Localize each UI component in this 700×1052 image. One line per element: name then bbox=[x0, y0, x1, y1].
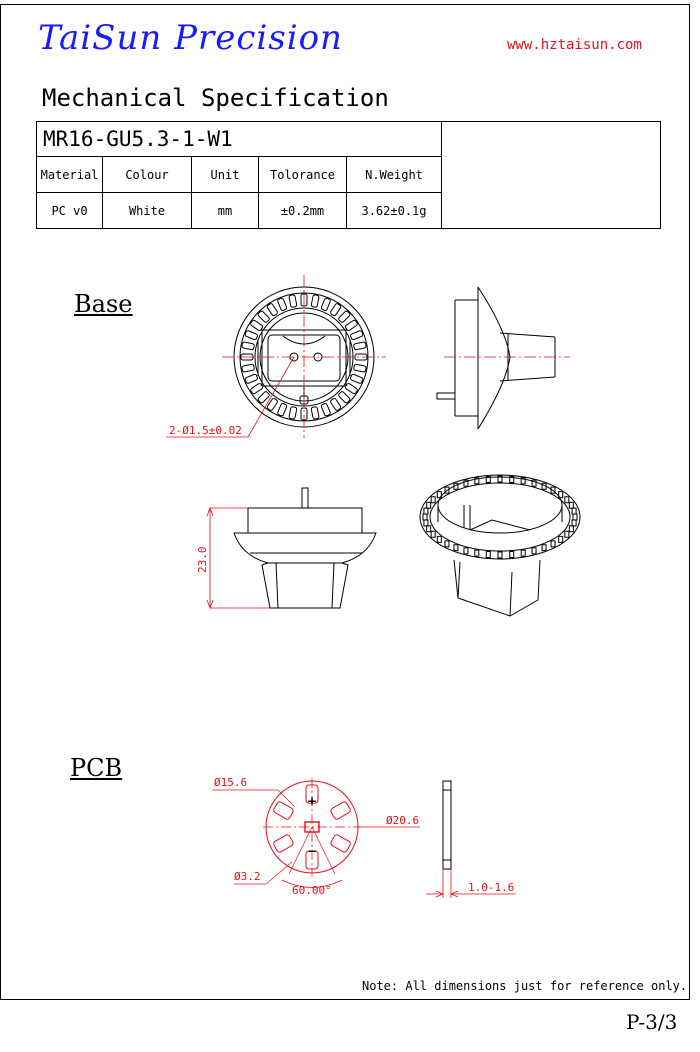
iso-tooth bbox=[475, 550, 479, 556]
iso-tooth bbox=[427, 502, 431, 508]
base-tooth bbox=[267, 398, 279, 411]
pcb-pad bbox=[330, 834, 352, 853]
pcb-pad bbox=[273, 834, 295, 853]
material-value: PC v0 bbox=[37, 193, 103, 229]
base-tooth bbox=[311, 295, 319, 308]
iso-tooth bbox=[542, 545, 546, 551]
iso-tooth bbox=[486, 552, 490, 558]
base-tooth bbox=[321, 403, 331, 416]
pcb-inner-dimension: Ø15.6 bbox=[214, 776, 248, 789]
base-tooth bbox=[311, 406, 319, 419]
footer-note: Note: All dimensions just for reference only. bbox=[362, 979, 688, 993]
pcb-side-view bbox=[443, 781, 451, 869]
base-tooth bbox=[277, 298, 287, 311]
base-isometric-view bbox=[420, 475, 580, 616]
iso-tooth bbox=[551, 541, 555, 547]
page-number: P-3/3 bbox=[626, 1010, 678, 1034]
iso-tooth bbox=[498, 552, 502, 558]
base-tooth bbox=[250, 383, 263, 395]
pcb-pad bbox=[330, 801, 352, 820]
iso-tooth bbox=[569, 526, 573, 532]
col-weight-header: N.Weight bbox=[347, 157, 442, 193]
model-number: MR16-GU5.3-1-W1 bbox=[37, 122, 442, 157]
section-pcb-label: PCB bbox=[70, 754, 123, 782]
base-tooth bbox=[245, 330, 258, 340]
iso-teeth bbox=[423, 476, 577, 558]
base-front-view bbox=[234, 488, 376, 608]
base-tooth bbox=[267, 303, 279, 316]
pcb-angle-dimension: 60.00° bbox=[292, 884, 332, 897]
col-colour-header: Colour bbox=[103, 157, 192, 193]
weight-value: 3.62±0.1g bbox=[347, 193, 442, 229]
iso-tooth bbox=[572, 508, 576, 514]
pcb-hole-dimension: Ø3.2 bbox=[234, 870, 261, 883]
base-tooth bbox=[242, 342, 255, 350]
iso-tooth bbox=[559, 536, 563, 542]
base-tooth bbox=[242, 364, 255, 372]
iso-tooth bbox=[572, 520, 576, 526]
base-tooth bbox=[345, 383, 358, 395]
base-tooth bbox=[353, 342, 366, 350]
brand-title: TaiSun Precision bbox=[38, 18, 343, 58]
tolerance-value: ±0.2mm bbox=[259, 193, 347, 229]
base-top-centerlines bbox=[222, 275, 386, 438]
base-hole-dimension: 2-Ø1.5±0.02 bbox=[169, 424, 242, 437]
pcb-outer-dimension: Ø20.6 bbox=[386, 814, 420, 827]
base-tooth bbox=[338, 310, 351, 323]
base-tooth bbox=[245, 374, 258, 384]
iso-tooth bbox=[532, 548, 536, 554]
website-link[interactable]: www.hztaisun.com bbox=[507, 37, 642, 53]
page-heading: Mechanical Specification bbox=[42, 84, 389, 112]
iso-tooth bbox=[573, 514, 577, 520]
iso-tooth bbox=[464, 548, 468, 554]
base-tooth bbox=[321, 298, 331, 311]
pcb-thickness-dimension: 1.0-1.6 bbox=[468, 881, 515, 894]
iso-tooth bbox=[565, 531, 569, 537]
iso-tooth bbox=[423, 514, 427, 520]
col-unit-header: Unit bbox=[192, 157, 259, 193]
iso-tooth bbox=[569, 502, 573, 508]
base-tooth bbox=[277, 403, 287, 416]
col-tolerance-header: Tolorance bbox=[259, 157, 347, 193]
iso-tooth bbox=[454, 545, 458, 551]
iso-tooth bbox=[437, 536, 441, 542]
base-tooth bbox=[338, 391, 351, 404]
base-side-view bbox=[437, 287, 555, 429]
base-tooth bbox=[289, 295, 297, 308]
iso-tooth bbox=[427, 526, 431, 532]
base-tooth bbox=[345, 320, 358, 332]
base-tooth bbox=[330, 398, 342, 411]
base-tooth bbox=[250, 320, 263, 332]
col-material-header: Material bbox=[37, 157, 103, 193]
base-tooth bbox=[350, 374, 363, 384]
base-height-dimension-lines bbox=[207, 508, 270, 608]
base-tooth bbox=[289, 406, 297, 419]
pcb-pad bbox=[273, 801, 295, 820]
iso-tooth bbox=[431, 497, 435, 503]
iso-tooth bbox=[424, 508, 428, 514]
section-base-label: Base bbox=[74, 290, 133, 318]
pcb-minus-marker: − bbox=[306, 844, 318, 858]
base-tooth bbox=[257, 310, 270, 323]
iso-tooth bbox=[424, 520, 428, 526]
colour-value: White bbox=[103, 193, 192, 229]
iso-tooth bbox=[431, 531, 435, 537]
iso-tooth bbox=[445, 541, 449, 547]
iso-tooth bbox=[510, 552, 514, 558]
pcb-plus-marker: + bbox=[306, 794, 318, 808]
iso-tooth bbox=[521, 550, 525, 556]
iso-tooth bbox=[565, 497, 569, 503]
base-height-dimension: 23.0 bbox=[196, 546, 209, 573]
base-tooth bbox=[330, 303, 342, 316]
base-tooth bbox=[350, 330, 363, 340]
unit-value: mm bbox=[192, 193, 259, 229]
base-tooth bbox=[353, 364, 366, 372]
